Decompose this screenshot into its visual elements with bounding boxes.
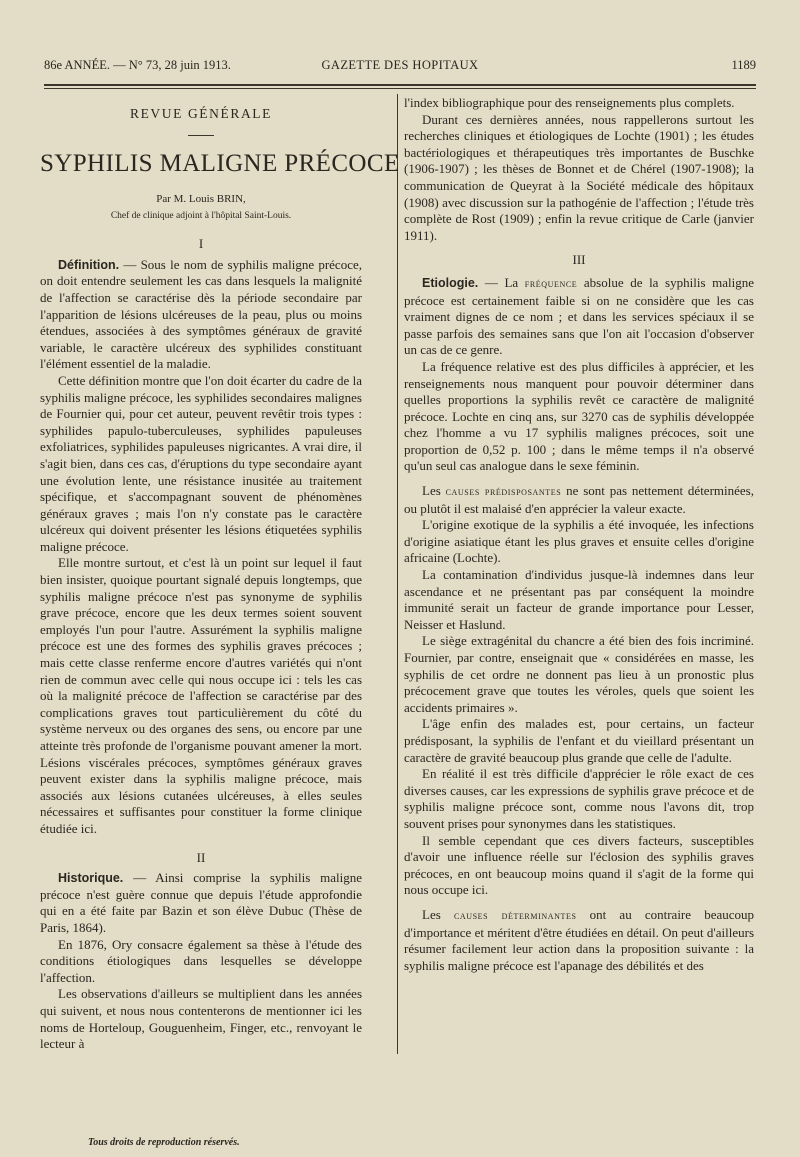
paragraph: Le siège extragénital du chancre a été bien des fois incriminé. Fournier, par contre, enseignait que « considérées en masse, les syphilis de cet ordre ne donnent pas lieu à un pronostic plus précocement grave que toutes les véroles, quels que soient les accidents primaires ». <box>404 633 754 715</box>
author-affiliation: Chef de clinique adjoint à l'hôpital Saint-Louis. <box>110 210 292 221</box>
paragraph-continued: l'index bibliographique pour des renseignements plus complets. <box>404 95 735 110</box>
paragraph: En réalité il est très difficile d'apprécier le rôle exact de ces diverses causes, car les expressions de syphilis grave précoce et de syphilis maligne précoce sont, comme nous l'avons dit, trop souvent prises pour synonymes dans les statistiques. <box>404 766 754 831</box>
article-author: Par M. Louis BRIN, <box>156 192 246 205</box>
header-rule-thin <box>44 88 756 89</box>
paragraph: Etiologie. — La fréquence absolue de la syphilis maligne précoce est certainement faible si on ne considère que les cas vraiment dignes de ce nom ; et dans les services spéciaux il se passe parfois des semaines sans que l'on ait l'occasion d'observer un cas de ce genre. <box>404 274 754 358</box>
page-number: 1189 <box>731 58 756 72</box>
section-numeral-1: I <box>198 236 204 252</box>
paragraph: La contamination d'individus jusque-là indemnes dans leur ascendance et ne présentant pas par conséquent la moindre immunité serait un facteur de grande importance pour Lesser, Neisser et Haslund. <box>404 567 754 632</box>
left-column <box>40 94 400 1053</box>
section-lead-historique: Historique. <box>58 871 124 886</box>
paragraph: Les observations d'ailleurs se multiplient dans les années qui suivent, et nous nous contenterons de mentionner ici les noms de Horteloup, Gouguenheim, Finger, etc., renvoyant le lecteur à <box>40 986 362 1052</box>
journal-title: GAZETTE DES HOPITAUX <box>321 58 479 72</box>
column-divider <box>397 94 398 1054</box>
right-column <box>404 95 754 974</box>
paragraph: Les causes déterminantes ont au contraire beaucoup d'importance et méritent d'être étudiées en détail. On peut d'ailleurs résumer facilement leur action dans la proposition suivante : la syphilis maligne précoce est l'apanage des débilités et des <box>404 906 754 973</box>
paragraph: En 1876, Ory consacre également sa thèse à l'étude des conditions étiologiques dans lesquelles se développe l'affection. <box>40 936 362 985</box>
paragraph: La fréquence relative est des plus difficiles à apprécier, et les renseignements nous manquent pour pouvoir déterminer dans quelles proportions la syphilis revêt ce caractère de malignité précoce. Lochte en cinq ans, sur 3270 cas de syphilis développée chez l'homme a vu 17 syphilis malignes précoces, soit une proportion de 0,52 p. 100 ; dans le même temps il n'a observé qu'un seul cas analogue dans le sexe féminin. <box>404 358 754 474</box>
rubric-rule <box>188 135 214 136</box>
section-numeral-2: II <box>196 849 206 865</box>
article-title: SYPHILIS MALIGNE PRÉCOCE <box>40 149 400 177</box>
paragraph: Définition. — Sous le nom de syphilis maligne précoce, on doit entendre seulement les cas dans lesquels la malignité de l'affection se caractérise dès la période secondaire par l'apparition de lésions ulcéreuses de la peau, plus ou moins étendues, associées à des symptômes généraux de gravité variable, le caractère ulcéreux des syphilides constituant l'élément essentiel de la maladie. <box>40 256 362 372</box>
paragraph: Cette définition montre que l'on doit écarter du cadre de la syphilis maligne précoce, les syphilides secondaires malignes de Fournier qui, pour cet auteur, peuvent revêtir trois types : syphilides papulo-tuberculeuses, syphilides papuleuses exfoliatrices, syphilides papuleuses nigricantes. A vrai dire, il s'agit bien, dans ces cas, d'éruptions du type secondaire ayant une évolution lente, une résistance inusitée au traitement spécifique, et s'accompagnant souvent de phénomènes généraux graves ; mais l'on n'y constate pas le caractère ulcéreux qui doivent présenter les lésions étiquetées syphilis maligne précoce. <box>40 372 362 554</box>
paragraph: Les causes prédisposantes ne sont pas nettement déterminées, ou plutôt il est malaisé d'en apprécier la valeur exacte. <box>404 483 754 516</box>
paragraph: Historique. — Ainsi comprise la syphilis maligne précoce n'est guère connue que depuis l'étude approfondie qui en a été faite par Bazin et son élève Dubuc (Thèse de Paris, 1864). <box>40 870 362 935</box>
paragraph: L'origine exotique de la syphilis a été invoquée, les infections d'origine asiatique étant les plus graves et ensuite celles d'origine africaine (Lochte). <box>404 517 754 566</box>
paragraph: Il semble cependant que ces divers facteurs, susceptibles d'avoir une influence réelle sur l'éclosion des syphilis graves précoces, en ont beaucoup moins quand il s'agit de la forme qui nous occupe ici. <box>404 832 754 898</box>
rights-footer: Tous droits de reproduction réservés. <box>88 1137 240 1148</box>
section-lead-etiologie: Etiologie. <box>422 275 479 290</box>
section-numeral-3: III <box>572 252 586 268</box>
section-lead-definition: Définition. <box>58 257 120 272</box>
running-header <box>44 58 756 78</box>
rubric: REVUE GÉNÉRALE <box>129 106 272 121</box>
issue-info: 86e ANNÉE. — N° 73, 28 juin 1913. <box>44 58 231 72</box>
paragraph: L'âge enfin des malades est, pour certains, un facteur prédisposant, la syphilis de l'enfant et du vieillard présentant un caractère de gravité beaucoup plus grande que celle de l'adulte. <box>404 716 754 765</box>
paragraph: Durant ces dernières années, nous rappellerons surtout les recherches cliniques et étiologiques de Lochte (1901) ; les études bactériologiques et thérapeutiques très importantes de Buschke (1906-1907) ; les thèses de Bonnet et de Chérel (1907-1908); la communication de Queyrat à la Société médicale des hôpitaux (1908) avec discussion sur la pathogénie de l'affection ; l'étude très complète de Rost (1909) ; enfin la revue critique de Carle (janvier 1911). <box>404 111 754 243</box>
header-rule-thick <box>44 84 756 86</box>
paragraph: Elle montre surtout, et c'est là un point sur lequel il faut bien insister, quoique pourtant signalé depuis longtemps, que syphilis maligne précoce n'est pas synonyme de syphilis grave précoce, encore que les deux termes soient souvent employés l'un pour l'autre. Assurément la syphilis maligne précoce est une des formes des syphilis graves précoces ; mais cette classe renferme encore d'autres variétés qui n'ont rien de commun avec celle qui nous occupe ici : tels les cas où la malignité précoce de l'affection se caractérise par des complications graves tout particulièrement du côté du système nerveux ou des organes des sens, ou encore par une atteinte très profonde de l'organisme pouvant amener la mort. Lésions viscérales précoces, symptômes généraux graves peuvent exister dans la syphilis maligne précoce, mais associés aux lésions cutanées ulcéreuses, à elles seules nécessaires et suffisantes pour constituer la forme clinique étudiée ici. <box>40 555 362 836</box>
